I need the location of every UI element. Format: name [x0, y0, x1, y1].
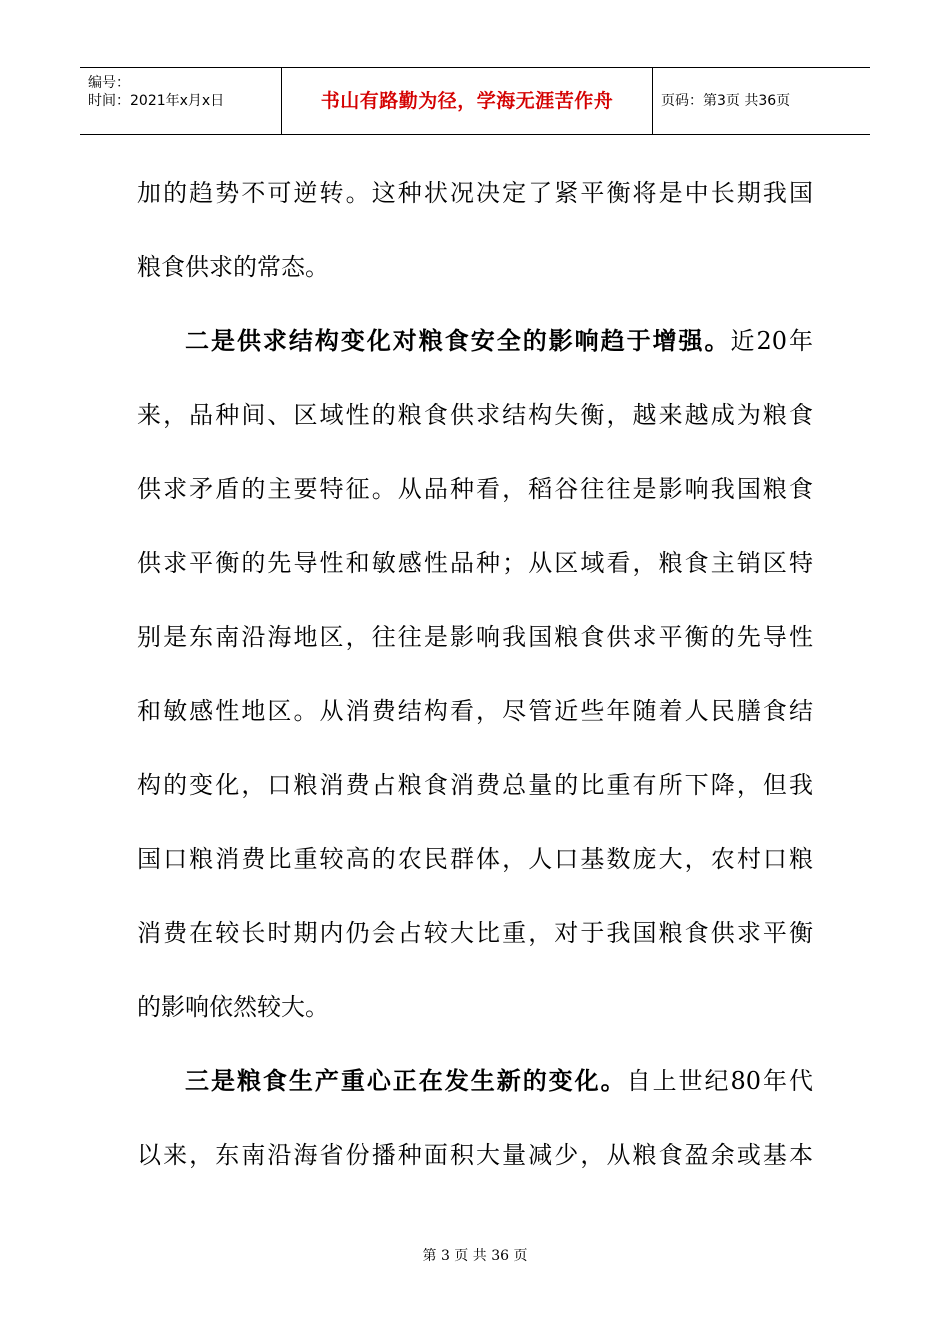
header-motto: 书山有路勤为径，学海无涯苦作舟: [281, 68, 653, 134]
paragraph-lead: 二是供求结构变化对粮食安全的影响趋于增强。: [185, 326, 731, 355]
text-line: 以来，东南沿海省份播种面积大量减少，从粮食盈余或基本: [137, 1141, 813, 1169]
paragraph-heading-line: [185, 324, 813, 358]
paragraph-lead-rest: 近20年: [730, 327, 813, 355]
header-page-info: 页码：第3页 共36页: [661, 93, 791, 109]
paragraph-heading-line: [185, 1064, 813, 1098]
text-line: 和敏感性地区。从消费结构看，尽管近些年随着人民膳食结: [137, 697, 813, 725]
text-line: 的影响依然较大。: [137, 993, 329, 1021]
header-meta: [80, 68, 281, 134]
text-line: 构的变化，口粮消费占粮食消费总量的比重有所下降，但我: [137, 771, 813, 799]
text-line: 供求矛盾的主要特征。从品种看，稻谷往往是影响我国粮食: [137, 475, 813, 503]
text-line: 供求平衡的先导性和敏感性品种；从区域看，粮食主销区特: [137, 549, 813, 577]
text-line: 粮食供求的常态。: [137, 253, 329, 281]
paragraph-lead: 三是粮食生产重心正在发生新的变化。: [185, 1066, 627, 1095]
paragraph-lead-rest: 自上世纪80年代: [626, 1067, 814, 1095]
text-line: 消费在较长时期内仍会占较大比重，对于我国粮食供求平衡: [137, 919, 813, 947]
text-line: 来，品种间、区域性的粮食供求结构失衡，越来越成为粮食: [137, 401, 813, 429]
document-date: 时间：2021年x月x日: [88, 93, 225, 109]
document-number-label: 编号：: [88, 75, 130, 91]
text-line: 国口粮消费比重较高的农民群体，人口基数庞大，农村口粮: [137, 845, 813, 873]
text-line: 别是东南沿海地区，往往是影响我国粮食供求平衡的先导性: [137, 623, 813, 651]
text-line: 加的趋势不可逆转。这种状况决定了紧平衡将是中长期我国: [137, 179, 813, 207]
page-footer: 第 3 页 共 36 页: [422, 1248, 528, 1264]
document-header: [80, 67, 870, 135]
